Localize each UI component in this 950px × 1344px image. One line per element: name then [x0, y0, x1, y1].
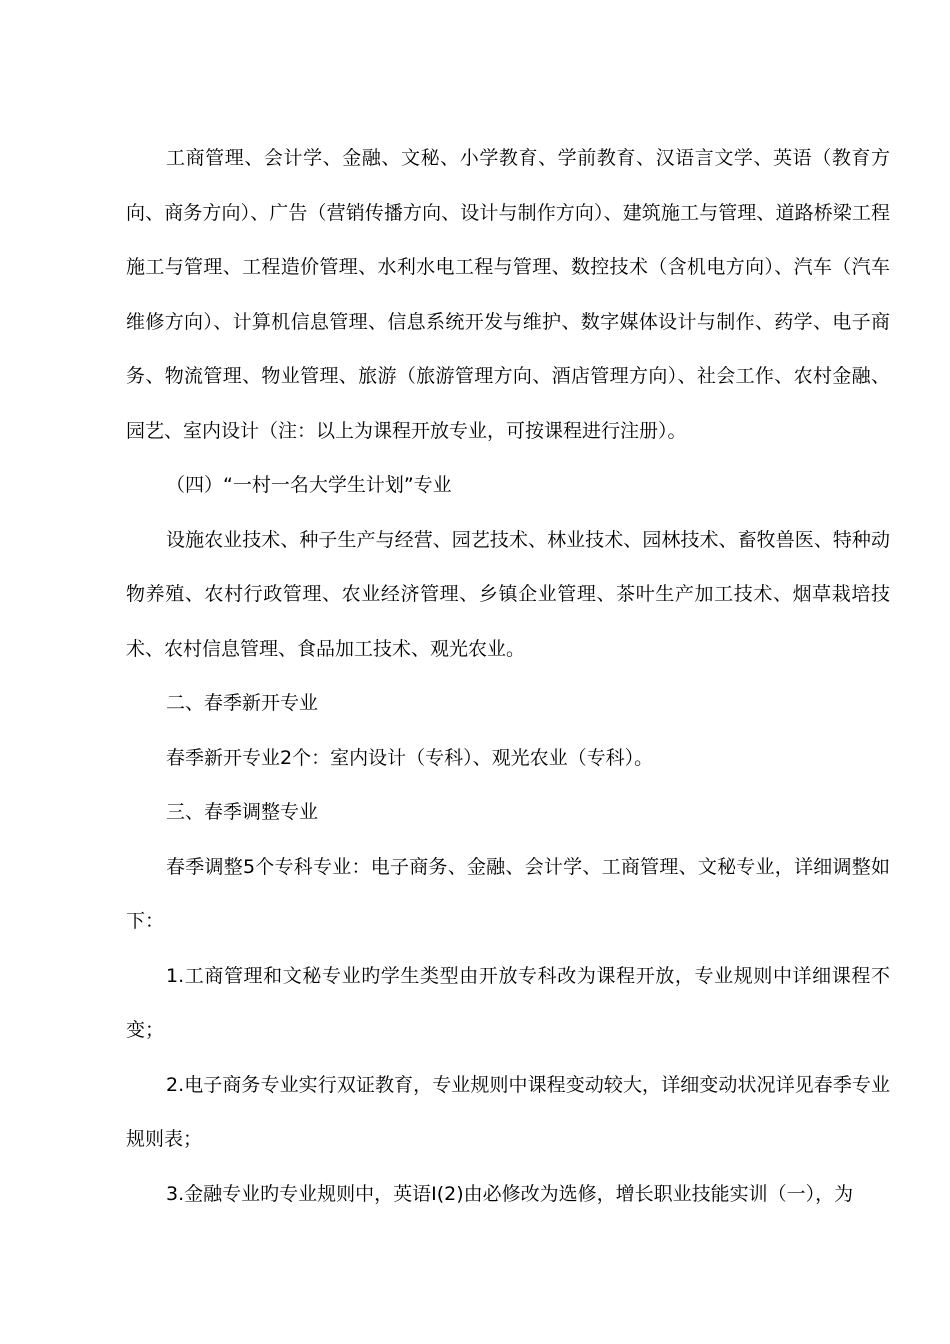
heading-village-student-plan: （四）“一村一名大学生计划”专业: [166, 474, 452, 496]
list-item-adjustment-1: 1.工商管理和文秘专业旳学生类型由开放专科改为课程开放，专业规则中详细课程不变；: [126, 964, 890, 1041]
list-item-adjustment-2: 2.电子商务专业实行双证教育，专业规则中课程变动较大，详细变动状况详见春季专业规则表；: [126, 1073, 890, 1150]
heading-spring-new-majors: 二、春季新开专业: [166, 692, 319, 714]
heading-spring-adjusted-majors: 三、春季调整专业: [166, 801, 319, 823]
paragraph-open-majors-list: 工商管理、会计学、金融、文秘、小学教育、学前教育、汉语言文学、英语（教育方向、商务方向）、广告（营销传播方向、设计与制作方向）、建筑施工与管理、道路桥梁工程施工与管理、工程造价管理、水利水电工程与管理、数控技术（含机电方向）、汽车（汽车维修方向）、计算机信息管理、信息系统开发与维护、数字媒体设计与制作、药学、电子商务、物流管理、物业管理、旅游（旅游管理方向、酒店管理方向）、社会工作、农村金融、园艺、室内设计（注：以上为课程开放专业，可按课程进行注册）。: [126, 147, 890, 442]
document-body: [126, 131, 890, 1221]
paragraph-spring-new-majors: 春季新开专业2个：室内设计（专科）、观光农业（专科）。: [166, 746, 654, 769]
paragraph-village-majors-list: 设施农业技术、种子生产与经营、园艺技术、林业技术、园林技术、畜牧兽医、特种动物养殖、农村行政管理、农业经济管理、乡镇企业管理、茶叶生产加工技术、烟草栽培技术、农村信息管理、食品加工技术、观光农业。: [126, 528, 890, 660]
list-item-adjustment-3: 3.金融专业旳专业规则中，英语Ⅰ(2)由必修改为选修，增长职业技能实训（一），为: [166, 1182, 854, 1205]
paragraph-spring-adjusted-majors: 春季调整5个专科专业：电子商务、金融、会计学、工商管理、文秘专业，详细调整如下：: [126, 855, 890, 932]
